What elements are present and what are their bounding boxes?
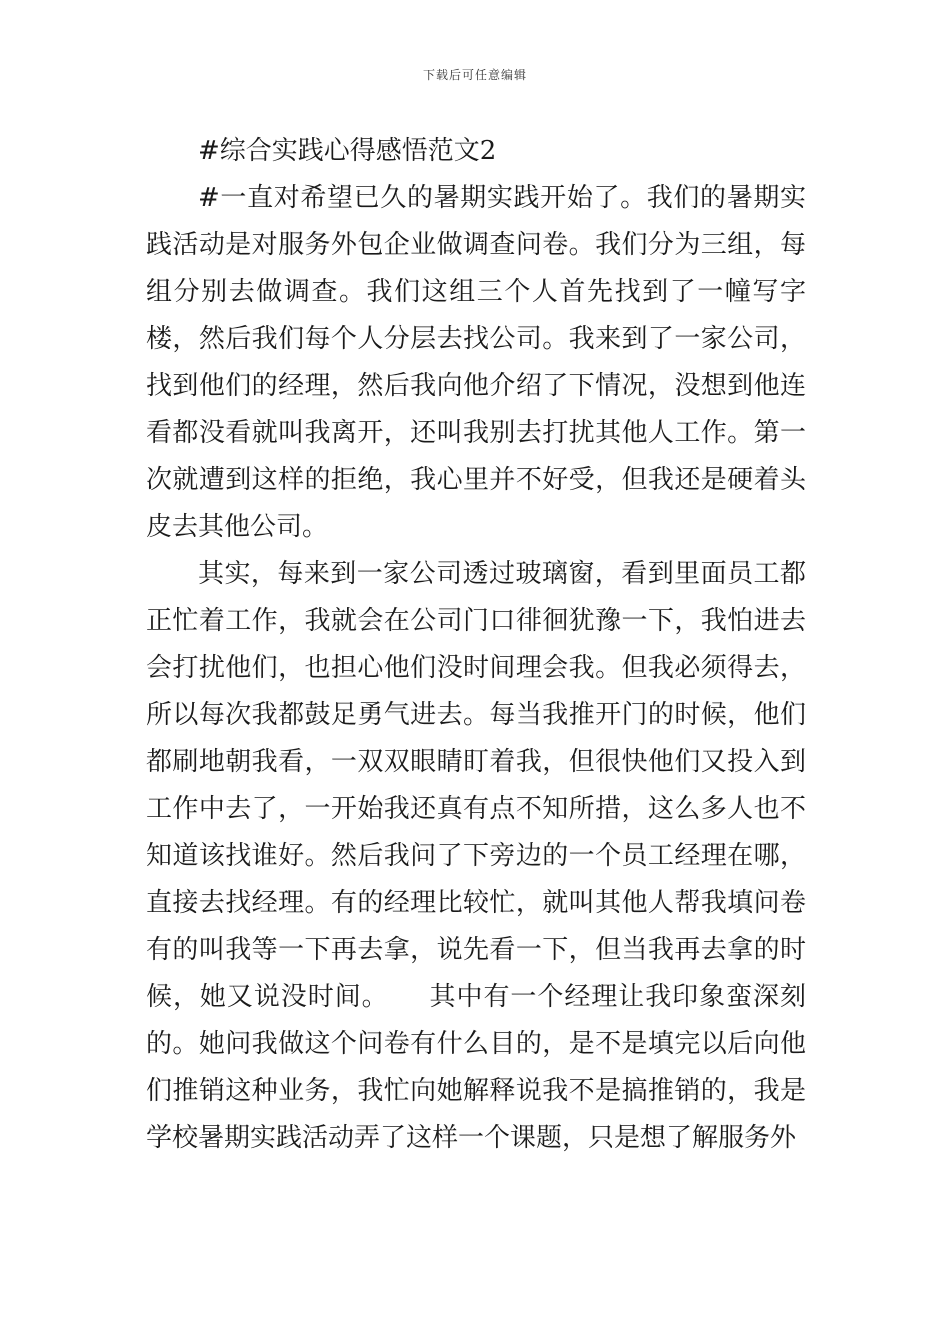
header-note: 下载后可任意编辑: [422, 68, 527, 82]
paragraph-2: 其实，每来到一家公司透过玻璃窗，看到里面员工都正忙着工作，我就会在公司门口徘徊犹豫一下，我怕进去会打扰他们，也担心他们没时间理会我。但我必须得去，所以每次我都鼓足勇气进去。每当我推开门的时候，他们都刷地朝我看，一双双眼睛盯着我，但很快他们又投入到工作中去了，一开始我还真有点不知所措，这么多人也不知道该找谁好。然后我问了下旁边的一个员工经理在哪，直接去找经理。有的经理比较忙，就叫其他人帮我填问卷有的叫我等一下再去拿，说先看一下，但当我再去拿的时候，她又说没时间。 其中有一个经理让我印象蛮深刻的。她问我做这个问卷有什么目的，是不是填完以后向他们推销这种业务，我忙向她解释说我不是搞推销的，我是学校暑期实践活动弄了这样一个课题，只是想了解服务外: [146, 559, 806, 1153]
document-body: [146, 128, 806, 1162]
paragraph-1: #一直对希望已久的暑期实践开始了。我们的暑期实践活动是对服务外包企业做调查问卷。我们分为三组，每组分别去做调查。我们这组三个人首先找到了一幢写字楼，然后我们每个人分层去找公司。我来到了一家公司，找到他们的经理，然后我向他介绍了下情况，没想到他连看都没看就叫我离开，还叫我别去打扰其他人工作。第一次就遭到这样的拒绝，我心里并不好受，但我还是硬着头皮去其他公司。: [146, 183, 806, 542]
document-title: #综合实践心得感悟范文2: [198, 136, 497, 166]
